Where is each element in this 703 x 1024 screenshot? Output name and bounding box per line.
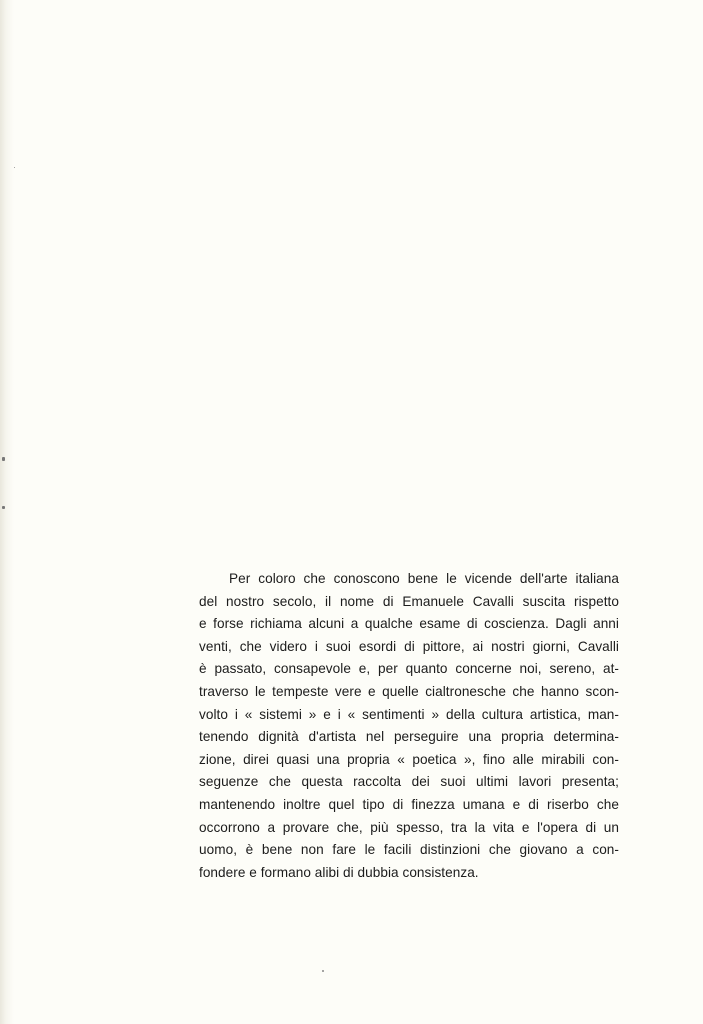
paper-speck: [14, 167, 15, 168]
paragraph-line: occorrono a provare che, più spesso, tra la vita e l'opera di un: [199, 819, 619, 835]
paragraph-line: Per coloro che conoscono bene le vicende dell'arte italiana: [229, 571, 619, 586]
paragraph-line: zione, direi quasi una propria « poetica », fino alle mirabili con-: [199, 751, 619, 767]
paragraph-line: tenendo dignità d'artista nel perseguire una propria determina-: [199, 729, 619, 745]
paragraph-line: traverso le tempeste vere e quelle cialtronesche che hanno scon-: [199, 683, 619, 699]
binding-mark: [2, 506, 5, 509]
body-paragraph: [199, 568, 619, 884]
paragraph-line: venti, che videro i suoi esordi di pittore, ai nostri giorni, Cavalli: [199, 638, 619, 654]
paragraph-line: è passato, consapevole e, per quanto concerne noi, sereno, at-: [199, 661, 619, 677]
binding-mark: [2, 457, 5, 461]
paragraph-line: fondere e formano alibi di dubbia consistenza.: [199, 864, 479, 880]
paragraph-line: del nostro secolo, il nome di Emanuele Cavalli suscita rispetto: [199, 593, 619, 609]
paragraph-line: e forse richiama alcuni a qualche esame di coscienza. Dagli anni: [199, 616, 619, 632]
paragraph-line: volto i « sistemi » e i « sentimenti » della cultura artistica, man-: [199, 706, 619, 722]
paper-speck: [322, 970, 324, 972]
paragraph-line: uomo, è bene non fare le facili distinzioni che giovano a con-: [199, 842, 619, 858]
paragraph-line: mantenendo inoltre quel tipo di finezza umana e di riserbo che: [199, 796, 619, 812]
paragraph-line: seguenze che questa raccolta dei suoi ultimi lavori presenta;: [199, 774, 619, 790]
